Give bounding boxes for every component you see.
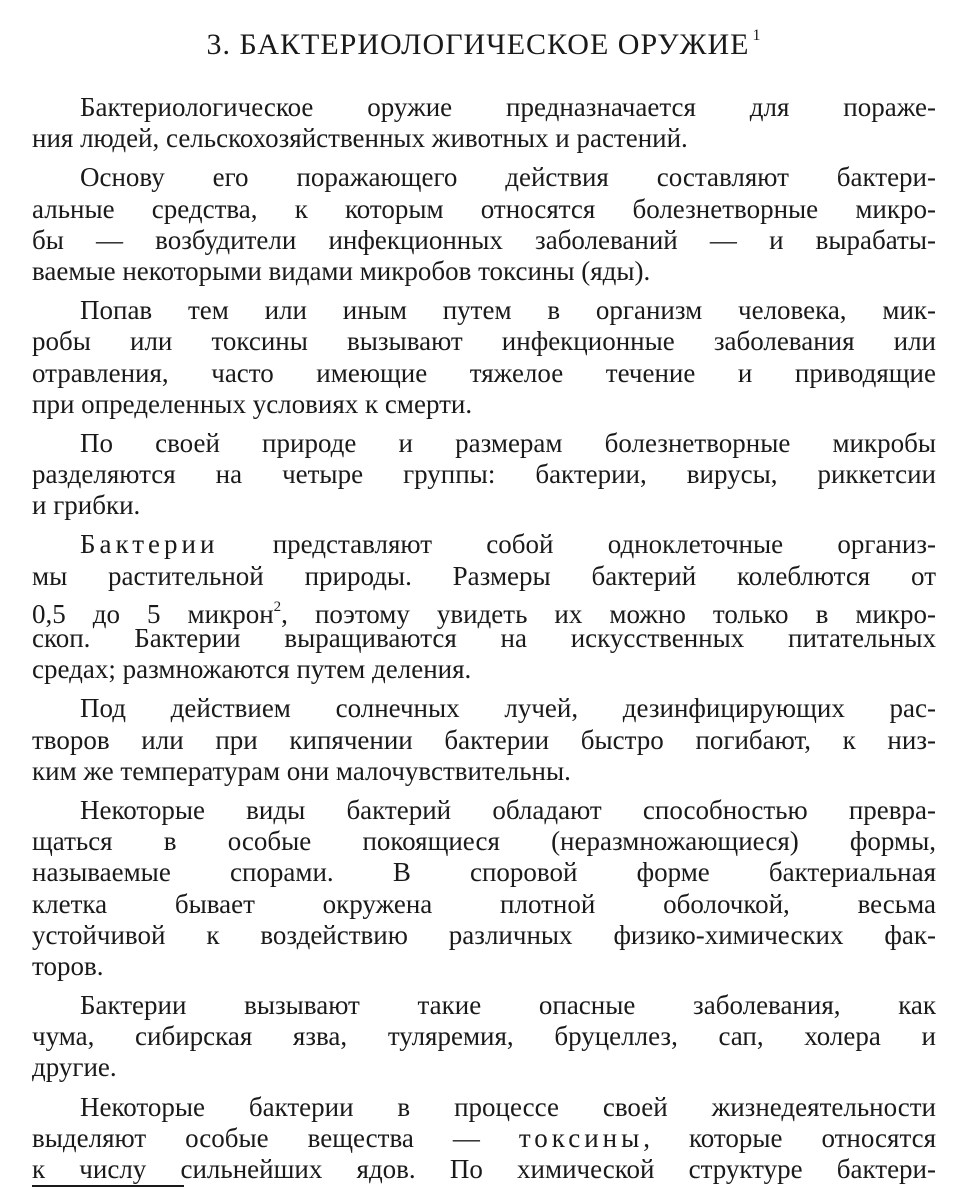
text-line: отравления, часто имеющие тяжелое течение и приводящие — [32, 357, 936, 388]
text-line: средах; размножаются путем деления. — [32, 654, 472, 685]
text-line: устойчивой к воздействию различных физико-химических фак- — [32, 919, 936, 950]
term-toxins: токсины — [518, 1122, 644, 1153]
text-line: ваемые некоторыми видами микробов токсины (яды). — [32, 255, 651, 286]
text-line: щаться в особые покоящиеся (неразмножающиеся) формы, — [32, 826, 936, 857]
paragraph-1 — [32, 92, 936, 154]
section-heading — [32, 14, 936, 61]
text-line: Попав тем или иным путем в организм человека, мик- — [80, 295, 936, 326]
text-fragment: выделяют особые вещества — — [32, 1122, 519, 1153]
text-line — [32, 592, 936, 629]
text-line — [32, 1123, 936, 1154]
paragraph-7 — [32, 795, 936, 982]
text-line: и грибки. — [32, 490, 141, 521]
term-bacteria: Бактерии — [80, 529, 219, 560]
text-line: Бактериологическое оружие предназначается для пораже- — [80, 92, 936, 122]
text-fragment: представляют собой одноклеточные организ- — [218, 529, 936, 560]
paragraph-9 — [32, 1092, 936, 1186]
text-line: По своей природе и размерам болезнетворные микробы — [80, 427, 936, 458]
text-line: разделяются на четыре группы: бактерии, вирусы, риккетсии — [32, 459, 936, 490]
text-line: другие. — [32, 1052, 117, 1083]
paragraph-2 — [32, 162, 936, 287]
text-line: мы растительной природы. Размеры бактерий колеблются от — [32, 560, 936, 591]
text-line: Основу его поражающего действия составляют бактери- — [80, 162, 936, 193]
heading-text: 3. БАКТЕРИОЛОГИЧЕСКОЕ ОРУЖИЕ — [206, 28, 750, 61]
footnote-separator — [32, 1185, 184, 1187]
text-line: творов или при кипячении бактерии быстро погибают, к низ- — [32, 724, 936, 755]
text-line: Бактерии вызывают такие опасные заболевания, как — [80, 990, 936, 1021]
text-line: ния людей, сельскохозяйственных животных и растений. — [32, 123, 688, 154]
document-page — [32, 14, 936, 1193]
text-line: называемые спорами. В споровой форме бактериальная — [32, 857, 936, 888]
text-fragment: 0,5 до 5 микрон — [32, 598, 274, 629]
text-line: альные средства, к которым относятся болезнетворные микро- — [32, 193, 936, 224]
paragraph-4 — [32, 428, 936, 522]
text-line: торов. — [32, 950, 104, 981]
text-line: Некоторые виды бактерий обладают способностью превра- — [80, 794, 936, 825]
paragraph-3 — [32, 295, 936, 420]
paragraph-5 — [32, 529, 936, 685]
text-fragment: , которые относятся — [643, 1122, 936, 1153]
text-line — [32, 529, 936, 560]
text-line: Некоторые бактерии в процессе своей жизнедеятельности — [80, 1091, 936, 1122]
text-line: при определенных условиях к смерти. — [32, 388, 473, 419]
text-line: робы или токсины вызывают инфекционные заболевания или — [32, 326, 936, 357]
text-line: ким же температурам они малочувствительны. — [32, 755, 571, 786]
paragraph-6 — [32, 693, 936, 787]
text-line: скоп. Бактерии выращиваются на искусственных питательных — [32, 623, 936, 653]
text-fragment: , поэтому увидеть их можно только в микро- — [281, 598, 936, 629]
text-line: чума, сибирская язва, туляремия, бруцеллез, сап, холера и — [32, 1021, 936, 1052]
text-line: Под действием солнечных лучей, дезинфицирующих рас- — [80, 693, 936, 724]
text-line: клетка бывает окружена плотной оболочкой, весьма — [32, 888, 936, 919]
text-line: к числу сильнейших ядов. По химической структуре бактери- — [32, 1154, 936, 1184]
paragraph-8 — [32, 990, 936, 1084]
text-line: бы — возбудители инфекционных заболеваний — и вырабаты- — [32, 224, 936, 255]
heading-footnote-mark: 1 — [752, 27, 762, 44]
footnote-mark: 2 — [273, 598, 282, 615]
